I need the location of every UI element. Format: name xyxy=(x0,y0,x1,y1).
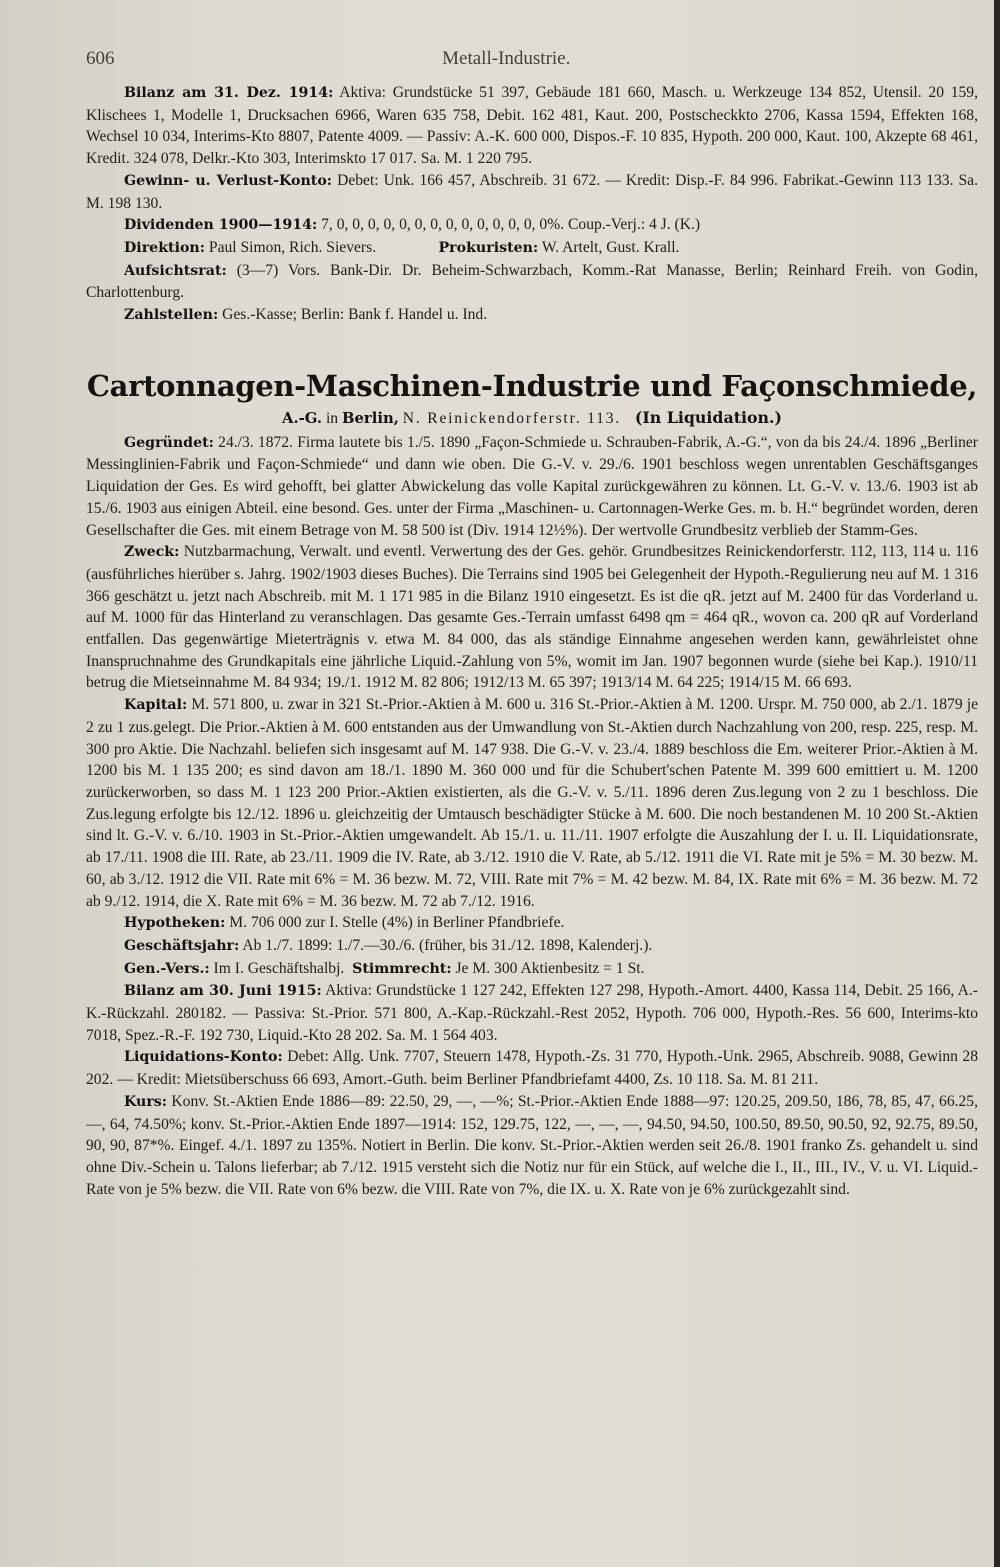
label: Kurs: xyxy=(124,1093,168,1110)
page-edge xyxy=(994,0,1000,1567)
bilanz-paragraph: Bilanz am 30. Juni 1915: Aktiva: Grundstücke 1 127 242, Effekten 127 298, Hypoth.-Amort. 4400, Kassa 114, Debit. 25 166, A.-K.-Rückzahl. 280182. — Passiva: St.-Prior. 571 800, A.-Kap.-Rückzahl.-Rest 2052, Hypoth. 706 000, Hypoth.-Res. 56 600, Interims-kto 7018, Spez.-R.-F. 192 730, Liquid.-Kto 28 202. Sa. M. 1 564 403. xyxy=(86,982,978,1044)
genvers-paragraph: Gen.-Vers.: Im I. Geschäftshalbj. Stimmrecht: Je M. 300 Aktienbesitz = 1 St. xyxy=(124,959,645,977)
address: N. Reinickendorferstr. 113. xyxy=(402,409,622,427)
ag-label: A.-G. xyxy=(282,409,323,427)
label: Zweck: xyxy=(124,544,180,561)
page-number: 606 xyxy=(86,48,115,69)
label: Gen.-Vers.: xyxy=(124,960,210,977)
gegruendet-paragraph: Gegründet: 24./3. 1872. Firma lautete bis 1./5. 1890 „Façon-Schmiede u. Schrauben-Fabrik, A.-G.“, von da bis 24./4. 1896 „Berliner Messinglinien-Fabrik und Façon-Schmiede“ und dann wie oben. Die G.-V. v. 29./6. 1901 beschloss wegen unrentablen Geschäftsganges Liquidation der Ges. Es wird gehofft, bei glatter Abwickelung das volle Kapital zurückgewähren zu können. Lt. G.-V. v. 13./6. 1903 ist ab 15./6. 1903 aus einigen Abteil. eine besond. Ges. unter der Firma „Maschinen- u. Cartonnagen-Werke Ges. m. b. H.“ begründet worden, deren Gesellschafter die Ges. mit einem Betrage von M. 58 500 ist (Div. 1914 12½%). Der wertvolle Grundbesitz verblieb der Stamm-Ges. xyxy=(86,433,978,539)
prev-gewinn: Gewinn- u. Verlust-Konto: Debet: Unk. 166 457, Abschreib. 31 672. — Kredit: Disp.-F. 84 996. Fabrikat.-Gewinn 113 133. Sa. M. 198 130. xyxy=(86,171,978,212)
prev-bilanz: Bilanz am 31. Dez. 1914: Aktiva: Grundstücke 51 397, Gebäude 181 660, Masch. u. Werkzeuge 134 852, Utensil. 20 159, Klischees 1, Modelle 1, Drucksachen 6966, Waren 635 758, Debit. 162 481, Kaut. 200, Postscheckkto 2706, Kassa 1594, Effekten 168, Wechsel 10 034, Interims-Kto 8807, Patente 4009. — Passiv: A.-K. 600 000, Dispos.-F. 10 835, Hypoth. 200 000, Kaut. 100, Akzepte 68 461, Kredit. 324 078, Delkr.-Kto 303, Interimskto 17 017. Sa. M. 1 220 795. xyxy=(86,84,979,168)
label: Gegründet: xyxy=(124,434,214,451)
label: Gewinn- u. Verlust-Konto: xyxy=(124,172,333,189)
city: Berlin, xyxy=(342,409,399,427)
label: Bilanz am 31. Dez. 1914: xyxy=(124,85,334,101)
liquidation-note: (In Liquidation.) xyxy=(634,407,782,427)
location-prefix: in xyxy=(325,409,339,427)
prev-direktion: Direktion: Paul Simon, Rich. Sievers. Prokuristen: W. Artelt, Gust. Krall. xyxy=(124,238,680,256)
label: Bilanz am 30. Juni 1915: xyxy=(124,983,322,1000)
running-title: Metall-Industrie. xyxy=(442,48,571,69)
label: Stimmrecht: xyxy=(352,960,452,977)
prev-zahlstellen: Zahlstellen: Ges.-Kasse; Berlin: Bank f. Handel u. Ind. xyxy=(124,306,488,324)
company-subtitle xyxy=(86,407,978,430)
label: Prokuristen: xyxy=(438,239,539,256)
label: Zahlstellen: xyxy=(124,307,219,324)
page-header xyxy=(86,48,978,70)
liquidations-paragraph: Liquidations-Konto: Debet: Allg. Unk. 7707, Steuern 1478, Hypoth.-Zs. 31 770, Hypoth.-Unk. 2965, Abschreib. 9088, Gewinn 28 202. — Kredit: Mietsüberschuss 66 693, Amort.-Guth. beim Berliner Pfandbriefamt 4400, Zs. 10 118. Sa. M. 81 211. xyxy=(86,1048,978,1089)
kurs-paragraph: Kurs: Konv. St.-Aktien Ende 1886—89: 22.50, 29, —, —%; St.-Prior.-Aktien Ende 1888—97: 120.25, 209.50, 186, 78, 85, 47, 66.25, —, 64, 74.50%; konv. St.-Prior.-Aktien Ende 1897—1914: 152, 129.75, 122, —, —, —, 94.50, 94.50, 100.50, 89.50, 90.50, 92, 92.75, 89.50, 90, 90, 87*%. Eingef. 4./1. 1897 zu 135%. Notiert in Berlin. Die konv. St.-Prior.-Aktien werden seit 26./8. 1901 franko Zs. gehandelt u. sind ohne Div.-Schein u. Talons lieferbar; ab 7./12. 1915 versteht sich die Notiz nur für ein Stück, auf welche die I., II., III., IV., V. u. VI. Liquid.-Rate von je 5% bezw. die VII. Rate von 6% bezw. die VIII. Rate von 7%, die IX. u. X. Rate von je 6% zurückgezahlt sind. xyxy=(86,1092,979,1198)
label: Direktion: xyxy=(124,239,205,256)
geschaeftsjahr-paragraph: Geschäftsjahr: Ab 1./7. 1899: 1./7.—30./6. (früher, bis 31./12. 1898, Kalenderj.). xyxy=(124,936,653,954)
label: Geschäftsjahr: xyxy=(124,937,240,954)
label: Kapital: xyxy=(124,697,188,714)
label: Hypotheken: xyxy=(124,915,226,932)
kapital-paragraph: Kapital: M. 571 800, u. zwar in 321 St.-Prior.-Aktien à M. 600 u. 316 St.-Prior.-Aktien à M. 1200. Urspr. M. 750 000, ab 2./1. 1879 je 2 zu 1 zus.gelegt. Die Prior.-Aktien à M. 600 entstanden aus der Umwandlung von St.-Aktien durch Nachzahlung von 200, resp. 225, resp. M. 300 pro Aktie. Die Nachzahl. beliefen sich insgesamt auf M. 147 938. Die G.-V. v. 23./4. 1889 beschloss die Em. weiterer Prior.-Aktien à M. 1200 bis M. 1 135 200; es sind davon am 18./1. 1890 M. 360 000 und für die Schubert'schen Patente M. 399 600 emittiert u. M. 1200 zurückerworben, so dass M. 1 123 200 Prior.-Aktien existierten, als die G.-V. v. 5./11. 1896 deren Zus.legung von 2 zu 1 beschloss. Die Zus.legung erfolgte bis 12./12. 1896 u. gleichzeitig der Umtausch beschädigter Stücke à M. 600. Die noch bestandenen M. 10 200 St.-Aktien sind lt. G.-V. v. 6./10. 1903 in St.-Prior.-Aktien umgewandelt. Ab 15./1. u. 11./11. 1907 erfolgte die Auszahlung der I. u. II. Liquidationsrate, ab 17./11. 1908 die III. Rate, ab 23./11. 1909 die IV. Rate, ab 3./12. 1910 die V. Rate, ab 5./12. 1911 die VI. Rate mit je 5% = M. 30 bezw. M. 60, ab 3./12. 1912 die VII. Rate mit 6% = M. 36 bezw. M. 72, VIII. Rate mit 7% = M. 42 bezw. M. 84, IX. Rate mit 6% = M. 36 bezw. M. 72 ab 9./12. 1914, die X. Rate mit 6% = M. 36 bezw. M. 72 ab 7./12. 1916. xyxy=(86,696,978,910)
prev-aufsichtsrat: Aufsichtsrat: (3—7) Vors. Bank-Dir. Dr. Beheim-Schwarzbach, Komm.-Rat Manasse, Berlin; Reinhard Freih. von Godin, Charlottenburg. xyxy=(86,261,978,302)
label: Liquidations-Konto: xyxy=(124,1049,283,1066)
hypotheken-paragraph: Hypotheken: M. 706 000 zur I. Stelle (4%) in Berliner Pfandbriefe. xyxy=(124,914,565,932)
label: Aufsichtsrat: xyxy=(124,262,227,279)
label: Dividenden 1900—1914: xyxy=(124,217,318,234)
company-title: Cartonnagen-Maschinen-Industrie und Façonschmiede, xyxy=(86,368,978,403)
prev-dividenden: Dividenden 1900—1914: 7, 0, 0, 0, 0, 0, 0, 0, 0, 0, 0, 0, 0, 0, 0%. Coup.-Verj.: 4 J. (K.) xyxy=(124,216,701,234)
zweck-paragraph: Zweck: Nutzbarmachung, Verwalt. und eventl. Verwertung des der Ges. gehör. Grundbesitzes Reinickendorferstr. 112, 113, 114 u. 116 (ausführliches hierüber s. Jahrg. 1902/1903 dieses Buches). Die Terrains sind 1905 bei Gelegenheit der Hypoth.-Regulierung neu auf M. 1 316 366 geschätzt u. jetzt nach Abschreib. mit M. 1 171 985 in die Bilanz 1910 eingesetzt. Es ist die qR. jetzt auf M. 2400 für das Vorderland u. auf M. 1000 für das Hinterland zu veranschlagen. Das gesamte Ges.-Terrain umfasst 6498 qm = 464 qR., wovon ca. 200 qR auf Vorderland entfallen. Das gegenwärtige Mieterträgnis v. etwa M. 84 000, das als ständige Einnahme angesehen werden kann, gewährleistet ohne Inanspruchnahme des Grundkapitals eine jährliche Liquid.-Zahlung von 5%, womit im Jan. 1907 begonnen wurde (siehe bei Kap.). 1910/11 betrug die Mietseinnahme M. 84 934; 19./1. 1912 M. 82 806; 1912/13 M. 65 397; 1913/14 M. 64 225; 1914/15 M. 66 693. xyxy=(86,543,978,692)
